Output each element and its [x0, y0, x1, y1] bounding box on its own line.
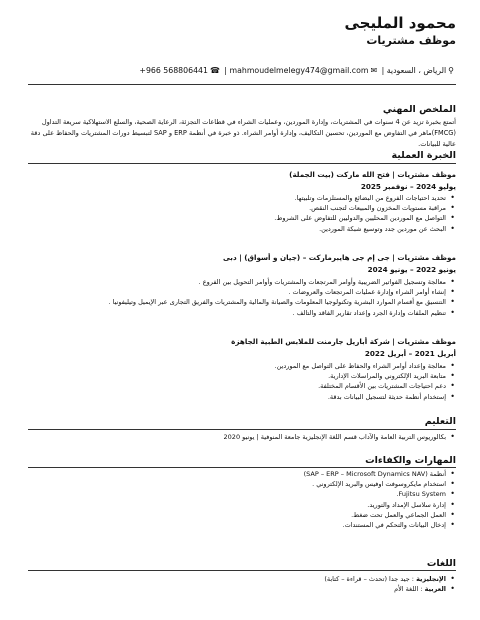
job-2-role: موظف مشتريات | جى إم جى هايبرماركت – (جيان و أسواق) | دبى: [222, 253, 456, 262]
separator: |: [379, 66, 385, 75]
list-item: [28, 574, 446, 584]
contact-line: [139, 66, 456, 75]
phone-text[interactable]: +966 568806441: [139, 66, 208, 75]
job-3-bullets: [28, 361, 456, 402]
summary-heading: الملخص المهني: [382, 104, 456, 115]
divider: [28, 84, 456, 85]
experience-heading: الخبرة العملية: [391, 150, 456, 161]
language-name: الإنجليزية: [416, 575, 446, 583]
list-item: • مراقبة مستويات المخزون والمبيعات لتجنب النقص.: [28, 203, 446, 213]
list-item: • معالجة وإعداد أوامر الشراء والحفاظ على التواصل مع الموردين.: [28, 361, 446, 371]
list-item: • استخدام مايكروسوفت اوفيس والبريد الإلكتروني .: [28, 479, 446, 489]
job-3-dates: أبريل 2021 – أبريل 2022: [364, 349, 456, 358]
list-item: • تنظيم الملفات وإدارة الجرد وإعداد تقارير الفاقد والتالف .: [28, 308, 446, 318]
languages-heading: اللغات: [426, 558, 456, 569]
list-item: • العمل الجماعي والعمل تحت ضغط.: [28, 510, 446, 520]
job-1-dates: يوليو 2024 – نوفمبر 2025: [360, 182, 456, 191]
separator: |: [221, 66, 228, 75]
divider: [28, 429, 456, 430]
list-item: • إستخدام أنظمة حديثة لتسجيل البيانات بدقة.: [28, 392, 446, 402]
list-item: • التواصل مع الموردين المحليين والدوليين للتفاوض على الشروط.: [28, 213, 446, 223]
list-item: • التنسيق مع أقسام الموارد البشرية وتكنولوجيا المعلومات والصيانة والمالية والمشتريات والفريق التجارى عبر الإيميل وتيليفونيا .: [28, 297, 446, 307]
candidate-name: محمود المليجى: [344, 14, 456, 32]
divider: [28, 163, 456, 164]
job-2-bullets: [28, 277, 456, 318]
language-level: : جيد جدا (تحدث – قراءة – كتابة): [324, 575, 417, 583]
job-1-role: موظف مشتريات | فتح الله ماركت (بيت الجملة): [289, 170, 456, 179]
list-item: • إنشاء أوامر الشراء وإدارة عمليات المرتجعات والعروضات .: [28, 287, 446, 297]
list-item: • إدارة سلاسل الإمداد والتوريد.: [28, 500, 446, 510]
job-1-bullets: [28, 193, 456, 234]
list-item: • بكالوريوس التربية العامة والآداب قسم اللغة الإنجليزية جامعة المنوفية | يونيو 2020: [28, 432, 446, 442]
list-item: • تحديد احتياجات الفروع من البضائع والمستلزمات وتلبيتها.: [28, 193, 446, 203]
phone-icon: ☎: [209, 66, 220, 75]
list-item: • إدخال البيانات والتحكم في المستندات.: [28, 520, 446, 530]
education-list: [28, 432, 456, 442]
list-item: • دعم احتياجات المشتريات بين الأقسام المختلفة.: [28, 381, 446, 391]
skills-heading: المهارات والكفاءات: [365, 455, 456, 466]
list-item: • Fujitsu System.: [28, 489, 446, 499]
divider: [28, 467, 456, 468]
list-item: • معالجة وتسجيل الفواتير الضريبية وأوامر المرتجعات والمشتريات وأوامر التحويل بين الفروع .: [28, 277, 446, 287]
email-link[interactable]: mahmoudelmelegy474@gmail.com: [229, 66, 369, 75]
languages-list: [28, 574, 456, 594]
language-level: : اللغة الأم: [394, 585, 425, 594]
job-2-dates: يونيو 2022 – يونيو 2024: [367, 265, 456, 274]
list-item: [28, 584, 446, 594]
location-pin-icon: ⚲: [448, 66, 454, 75]
summary-text: أتمتع بخبرة تزيد عن 4 سنوات في المشتريات، وإدارة الموردين، وعمليات الشراء في قطاعات التجزئة، الرعاية الصحية، والسلع الاستهلاكية سريعة التداول (FMCG)ماهر في التفاوض مع الموردين، تحسين التكاليف، وإدارة أوامر الشراء. ذو خبرة في أنظمة ERP و SAP لتبسيط دورات المشتريات والحفاظ على دقة عالية للبيانات.: [30, 118, 456, 148]
skills-list: [28, 469, 456, 530]
list-item: • أنظمة (SAP – ERP – Microsoft Dynamics NAV): [28, 469, 446, 479]
list-item: • البحث عن موردين جدد وتوسيع شبكة الموردين.: [28, 224, 446, 234]
job-3-role: موظف مشتريات | شركة أباريل جارمنت للملابس الطبية الجاهزة: [231, 337, 456, 346]
education-heading: التعليم: [424, 416, 456, 427]
location-text: الرياض ، السعودية: [386, 66, 447, 75]
language-name: العربية: [424, 585, 446, 594]
divider: [28, 570, 456, 571]
job-title: موظف مشتريات: [366, 34, 456, 47]
list-item: • متابعة البريد الإلكتروني والمراسلات الإدارية.: [28, 371, 446, 381]
mail-icon: ✉: [370, 66, 378, 75]
